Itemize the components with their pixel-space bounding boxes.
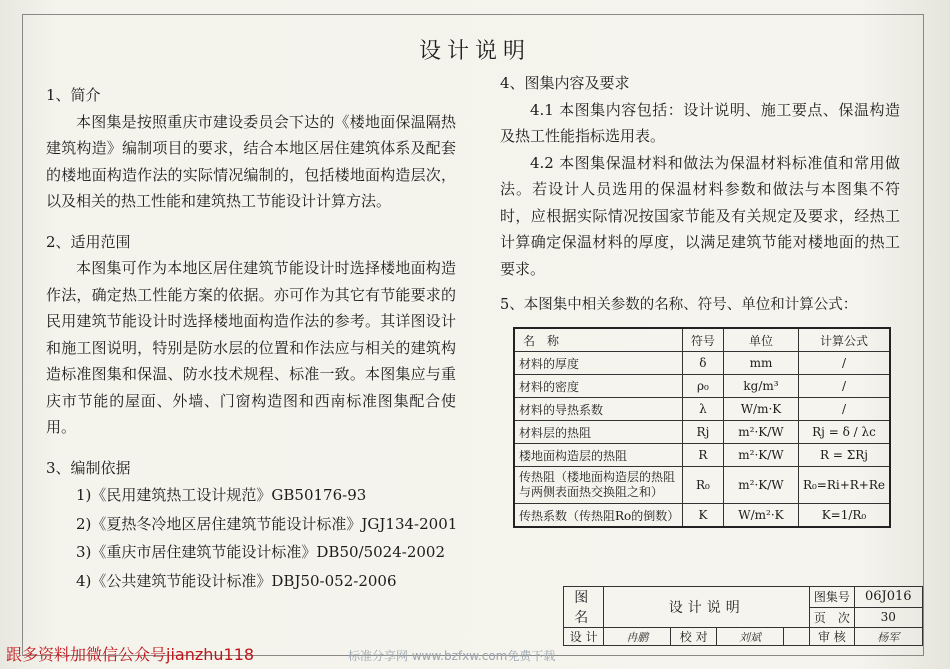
row-symbol: λ (682, 398, 723, 421)
review-signature: 杨军 (854, 628, 922, 646)
right-column (500, 70, 900, 319)
section-scope-body: 本图集可作为本地区居住建筑节能设计时选择楼地面构造作法，确定热工性能方案的依据。亦可作为其它有节能要求的民用建筑节能设计时选择楼地面构造作法的参考。其详图设计和施工图说明，特别是防水层的位置和作法应与相关的建筑构造标准图集和保温、防水技术规程、标准一致。本图集应与重庆市节能的屋面、外墙、门窗构造图和西南标准图集配合使用。 (46, 259, 456, 436)
row-name: 材料层的热阻 (514, 421, 682, 444)
row-unit: m²·K/W (724, 421, 799, 444)
section-basis-heading: 3、编制依据 (46, 458, 131, 477)
check-label: 校 对 (671, 628, 717, 646)
section-content-p1: 4.1 本图集内容包括：设计说明、施工要点、保温构造及热工性能指标选用表。 (500, 100, 900, 145)
row-formula: R₀=Ri+R+Re (798, 467, 890, 504)
row-name: 材料的厚度 (514, 352, 682, 375)
table-row (514, 398, 890, 421)
basis-item: 3)《重庆市居住建筑节能设计标准》DB50/5024-2002 (76, 543, 446, 561)
row-formula: / (798, 352, 890, 375)
row-symbol: R (682, 444, 723, 467)
row-unit: m²·K/W (724, 467, 799, 504)
row-symbol: δ (682, 352, 723, 375)
basis-item: 2)《夏热冬冷地区居住建筑节能设计标准》JGJ134-2001 (76, 514, 458, 533)
row-symbol: ρ₀ (682, 375, 723, 398)
atlas-number-label: 图集号 (810, 587, 854, 608)
row-name: 材料的导热系数 (514, 398, 682, 421)
table-row (514, 467, 890, 504)
page-number-value: 30 (854, 607, 922, 628)
table-row (514, 352, 890, 375)
drawing-name-value: 设计说明 (604, 587, 810, 628)
row-formula: / (798, 398, 890, 421)
row-symbol: R₀ (682, 467, 723, 504)
row-unit: m²·K/W (724, 444, 799, 467)
row-unit: W/m·K (724, 398, 799, 421)
basis-item: 4)《公共建筑节能设计标准》DBJ50-052-2006 (76, 571, 397, 590)
drawing-name-label: 图 名 (564, 587, 604, 628)
section-params-heading: 5、本图集中相关参数的名称、符号、单位和计算公式： (500, 297, 858, 313)
section-intro-heading: 1、简介 (46, 86, 101, 104)
section-intro-body: 本图集是按照重庆市建设委员会下达的《楼地面保温隔热建筑构造》编制项目的要求，结合本地区居住建筑体系及配套的楼地面构造作法的实际情况编制的，包括楼地面构造层次，以及相关的热工性能和建筑热工节能设计计算方法。 (46, 112, 456, 210)
title-block (563, 586, 923, 646)
row-formula: Rj = δ / λc (798, 421, 890, 444)
row-name: 材料的密度 (514, 375, 682, 398)
section-content-p2: 4.2 本图集保温材料和做法为保温材料标准值和常用做法。若设计人员选用的保温材料参数和做法与本图集不符时，应根据实际情况按国家节能及有关规定及要求，经热工计算确定保温材料的厚度，以满足建筑节能对楼地面的热工要求。 (500, 153, 900, 278)
row-symbol: Rj (682, 421, 723, 444)
design-label: 设 计 (564, 628, 604, 646)
table-row (514, 421, 890, 444)
row-formula: K=1/R₀ (798, 504, 890, 528)
row-unit: W/m²·K (724, 504, 799, 528)
row-unit: kg/m³ (724, 375, 799, 398)
row-unit: mm (724, 352, 799, 375)
table-header-row (514, 328, 890, 352)
review-label: 审 核 (810, 628, 854, 646)
check-signature: 刘斌 (717, 628, 784, 646)
parameters-table (513, 327, 891, 528)
table-row (514, 504, 890, 528)
watermark-mid: 标准分享网 www.bzfxw.com免费下载 (348, 649, 556, 663)
row-name: 传热系数（传热阻Ro的倒数） (514, 504, 682, 528)
basis-item: 1)《民用建筑热工设计规范》GB50176-93 (76, 486, 367, 504)
table-row (514, 444, 890, 467)
watermark-left: 跟多资料加微信公众号jianzhu118 (6, 645, 255, 664)
row-formula: R = ΣRj (798, 444, 890, 467)
page-number-label: 页 次 (810, 607, 854, 628)
header-formula: 计算公式 (798, 328, 890, 352)
section-content-heading: 4、图集内容及要求 (500, 74, 630, 92)
row-formula: / (798, 375, 890, 398)
left-column (46, 82, 456, 595)
design-signature: 冉鹏 (604, 628, 671, 646)
table-row (514, 375, 890, 398)
row-symbol: K (682, 504, 723, 528)
header-unit: 单位 (724, 328, 799, 352)
section-scope-heading: 2、适用范围 (46, 232, 131, 251)
header-symbol: 符号 (682, 328, 723, 352)
page-title: 设计说明 (418, 39, 531, 64)
row-name: 楼地面构造层的热阻 (514, 444, 682, 467)
row-name: 传热阻（楼地面构造层的热阻与两侧表面热交换阻之和） (514, 467, 682, 504)
header-name: 名 称 (514, 328, 682, 352)
atlas-number-value: 06J016 (854, 587, 922, 608)
